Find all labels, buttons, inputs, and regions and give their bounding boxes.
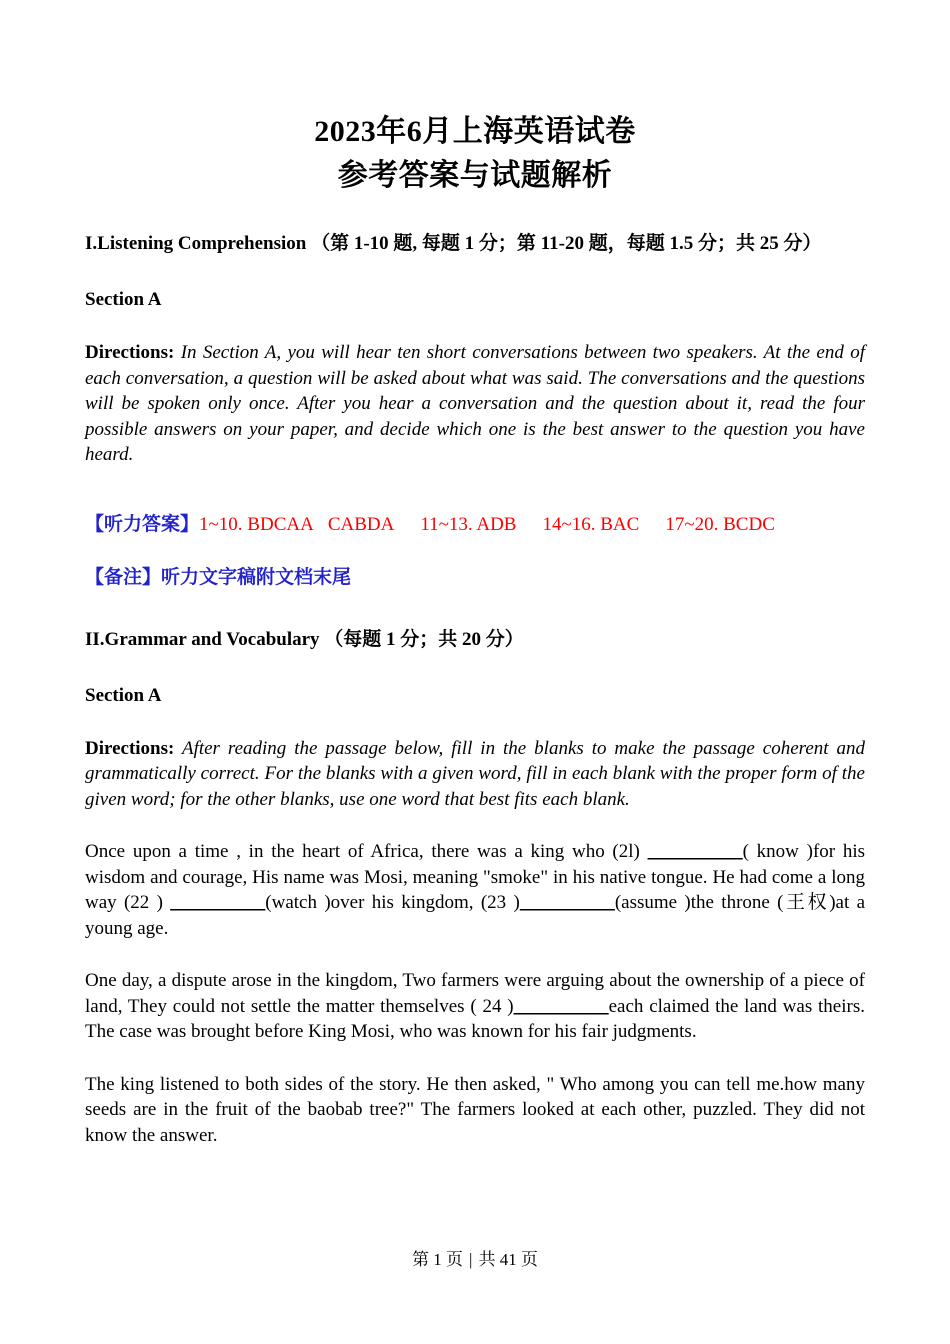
document-title <box>85 0 865 195</box>
sub-heading-section-a-grammar: Section A <box>85 684 162 706</box>
passage-paragraph-1 <box>85 839 865 941</box>
passage-blank-22[interactable]: __________ <box>170 892 266 913</box>
listening-answer-segment-2: CABDA <box>327 513 395 535</box>
passage-p2-text-a: One day, a dispute arose in the kingdom, Two farmers were arguing about the ownership of a piece of land, They could not settle the matter themselves ( 24 ) <box>85 970 865 1017</box>
listening-answer-segment-3: 11~13. ADB <box>420 513 517 535</box>
listening-answer-line <box>85 512 865 538</box>
listening-answer-segment-1: 1~10. BDCAA <box>199 513 314 535</box>
sub-heading-section-a-listening: Section A <box>85 289 162 310</box>
passage-paragraph-2 <box>85 968 865 1045</box>
footer-separator: | <box>469 1250 473 1269</box>
passage-blank-21[interactable]: __________ <box>647 841 743 862</box>
listening-answer-label: 【听力答案】 <box>85 513 200 535</box>
passage-p1-text-c: (watch )over his kingdom, (23 ) <box>265 892 520 913</box>
passage-paragraph-3: The king listened to both sides of the story. He then asked, " Who among you can tell me.how many seeds are in the fruit of the baobab tree?" The farmers looked at each other, puzzled. They did not know the answer. <box>85 1073 865 1146</box>
listening-answer-segment-4: 14~16. BAC <box>542 513 640 535</box>
page-content <box>85 0 865 1148</box>
directions-label-listening: Directions: <box>85 342 175 363</box>
passage-p1-text-b: ( know )for his wisdom and courage, His name was Mosi, meaning "smoke" in his native tongue. He had come a long way (22 ) <box>85 841 865 913</box>
passage-blank-24[interactable]: __________ <box>513 995 609 1017</box>
passage-p1-text-a: Once upon a time , in the heart of Africa, there was a king who (2l) <box>85 841 648 862</box>
passage-blank-23[interactable]: __________ <box>519 892 615 913</box>
note-label: 【备注】 <box>85 566 162 588</box>
footer-total-pages: 共 41 页 <box>478 1250 538 1269</box>
directions-text-grammar: After reading the passage below, fill in the blanks to make the passage coherent and grammatically correct. For the blanks with a given word, fill in each blank with the proper form of the given word; for the other blanks, use one word that best fits each blank. <box>85 737 865 810</box>
document-title-line-2: 参考答案与试题解析 <box>337 159 613 192</box>
document-title-line-1: 2023年6月上海英语试卷 <box>314 115 636 148</box>
page-footer <box>0 1245 950 1270</box>
directions-paragraph-grammar <box>85 736 865 813</box>
note-line <box>85 565 865 591</box>
directions-label-grammar: Directions: <box>85 737 175 759</box>
listening-answer-segment-5: 17~20. BCDC <box>665 513 775 535</box>
passage-p1-text-d: (assume )the throne (王权)at a young age. <box>85 892 866 939</box>
passage-p2-text-b: each claimed the land was theirs. The case was brought before King Mosi, who was known for his fair judgments. <box>85 995 865 1042</box>
note-text: 听力文字稿附文档末尾 <box>161 566 352 588</box>
directions-text-listening: In Section A, you will hear ten short conversations between two speakers. At the end of each conversation, a question will be asked about what was said. The conversations and the questions will be spoken only once. After you hear a conversation and the question about it, read the four possible answers on your paper, and decide which one is the best answer to the question you have heard. <box>85 342 865 465</box>
directions-paragraph-listening <box>85 340 865 468</box>
footer-current-page: 第 1 页 <box>412 1250 464 1269</box>
section-heading-grammar: II.Grammar and Vocabulary （每题 1 分；共 20 分） <box>85 628 524 650</box>
section-heading-listening: I.Listening Comprehension （第 1-10 题, 每题 1 分；第 11-20 题，每题 1.5 分；共 25 分） <box>85 233 822 254</box>
